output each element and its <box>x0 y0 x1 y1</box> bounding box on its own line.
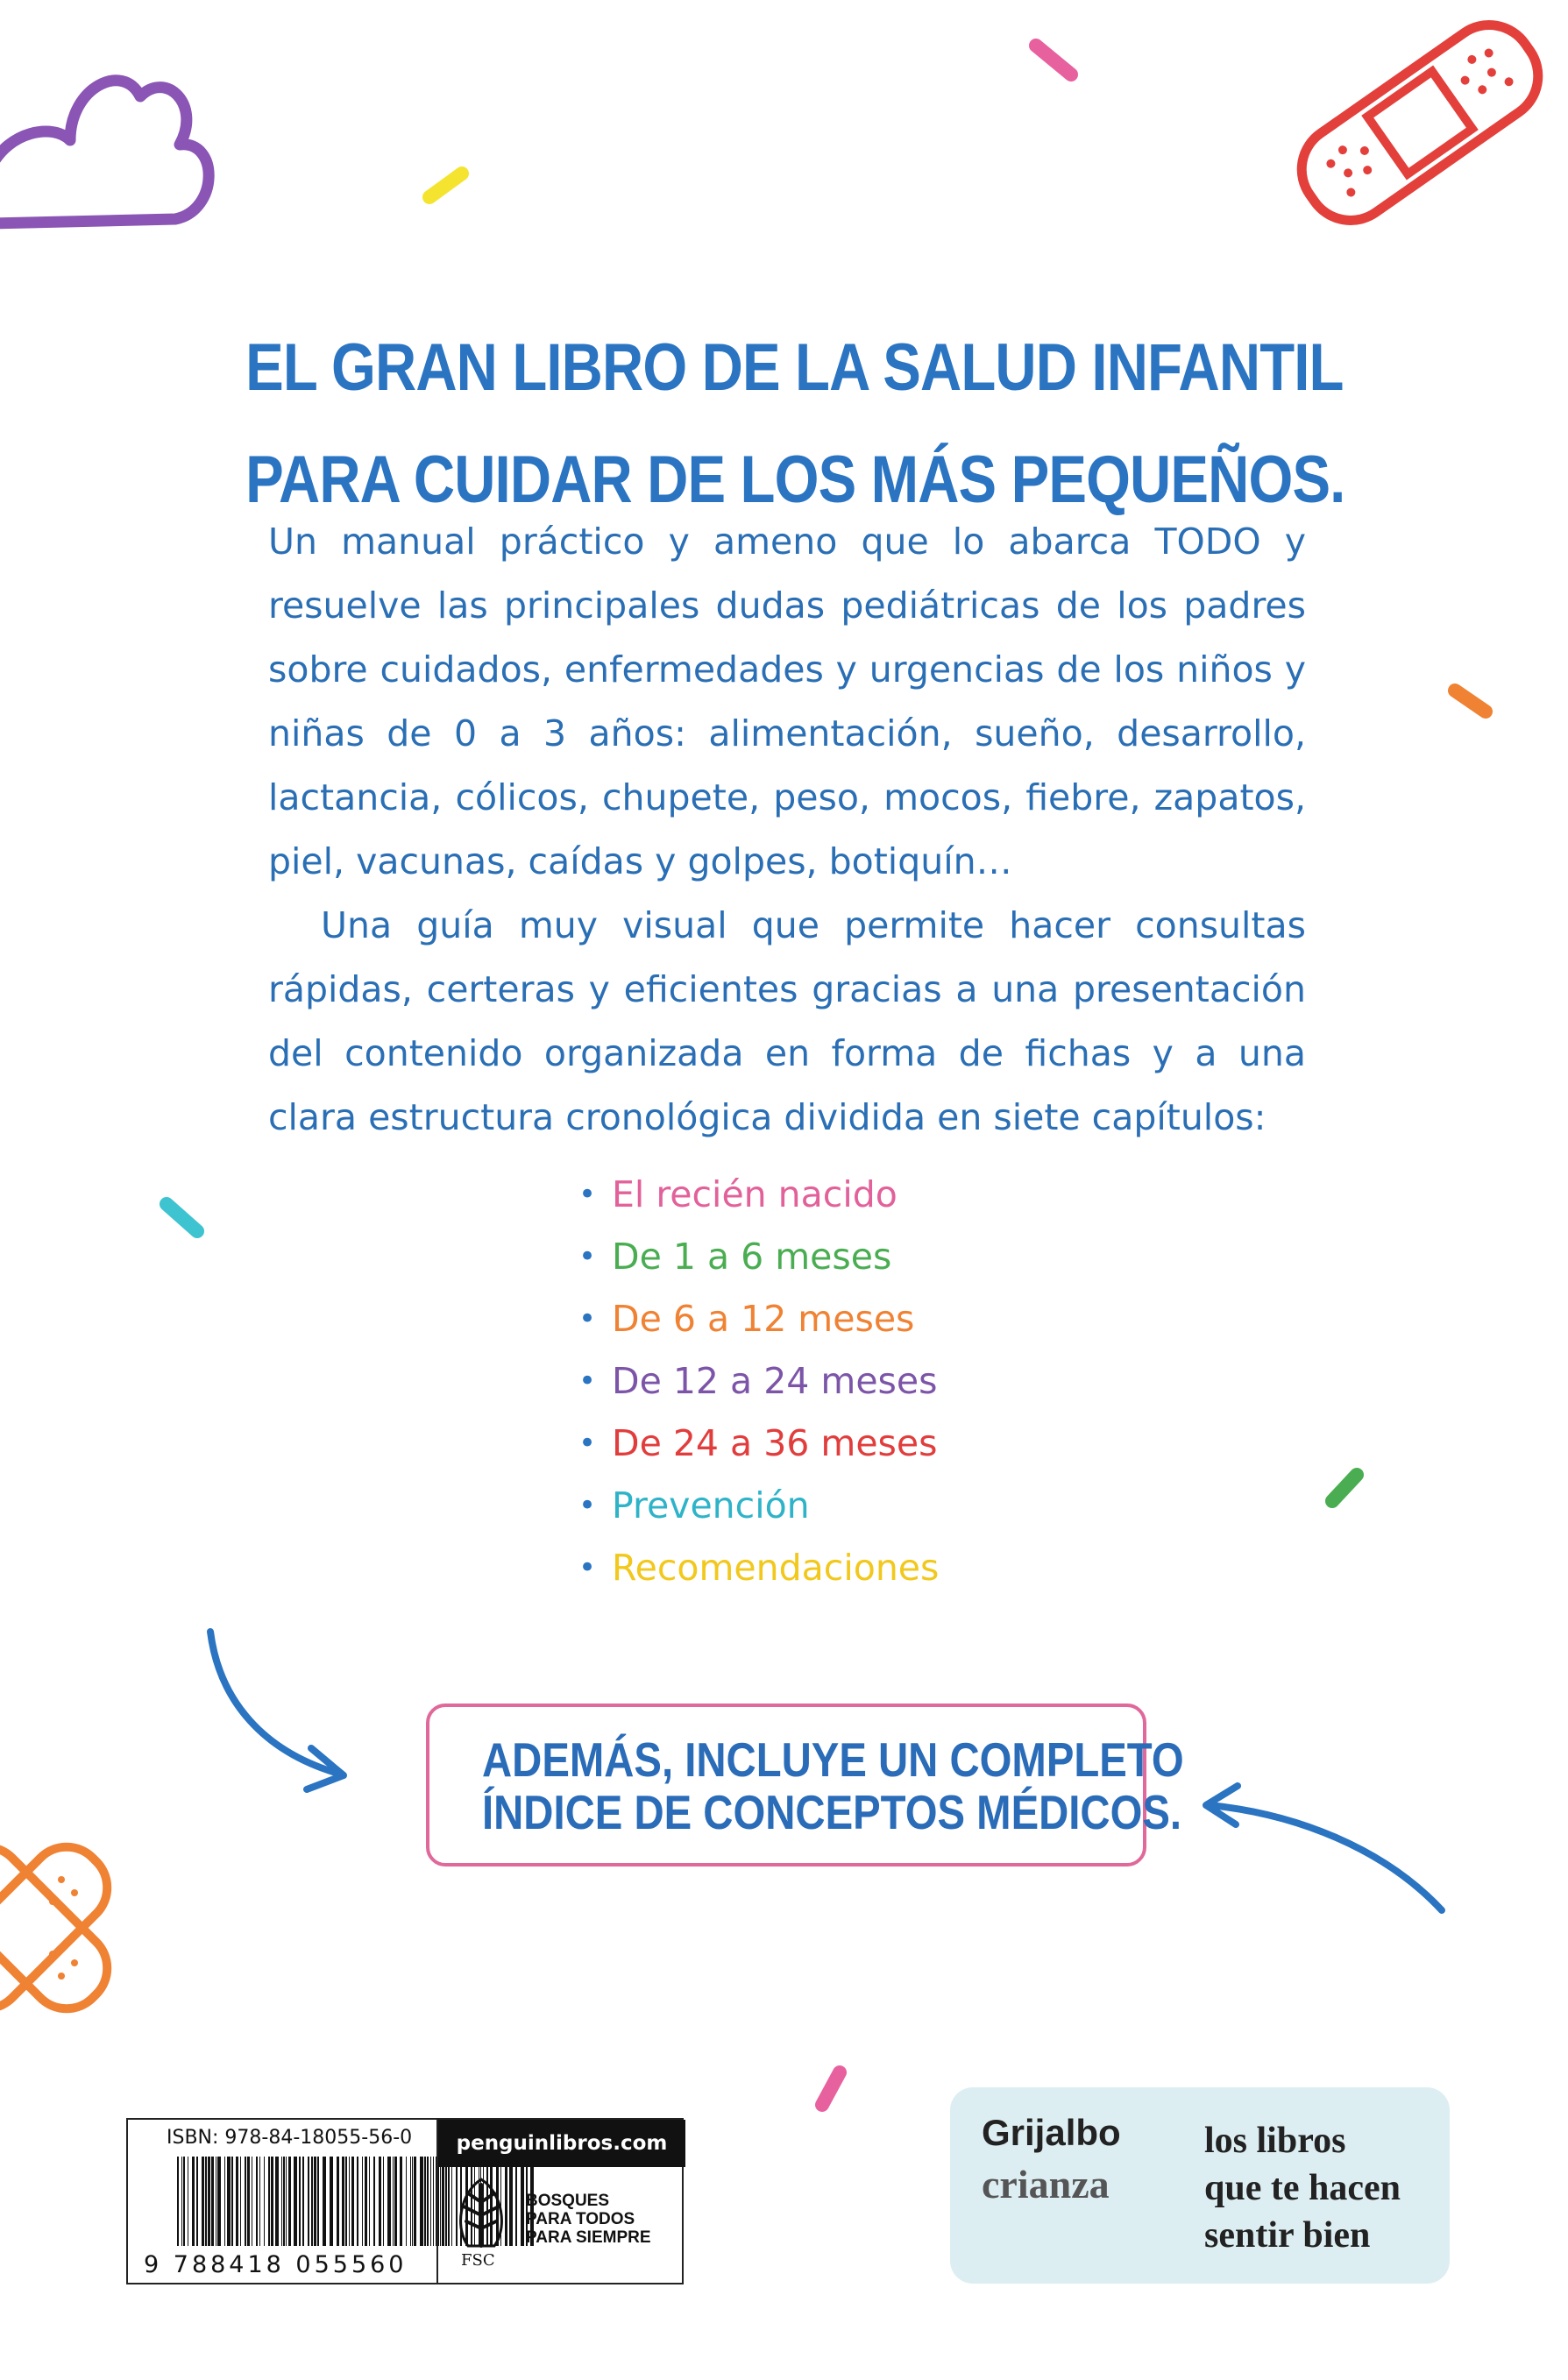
fsc-line-3: PARA SIEMPRE <box>526 2228 651 2247</box>
headline <box>245 312 1345 536</box>
chapter-item: • Recomendaciones <box>578 1537 939 1599</box>
chapter-item: • El recién nacido <box>578 1164 939 1226</box>
chapter-item: • De 12 a 24 meses <box>578 1350 939 1413</box>
fsc-tree-icon <box>451 2176 512 2263</box>
tagline-line-2: que te hacen <box>1204 2168 1401 2208</box>
callout-text <box>482 1732 1184 1839</box>
confetti <box>1455 691 1486 712</box>
headline-line-1: EL GRAN LIBRO DE LA SALUD INFANTIL <box>245 330 1344 405</box>
publisher-name: Grijalbo <box>982 2112 1121 2153</box>
isbn-label: ISBN: 978-84-18055-56-0 <box>167 2127 413 2149</box>
publisher-imprint: crianza <box>982 2162 1110 2206</box>
chapter-item: • De 24 a 36 meses <box>578 1413 939 1475</box>
confetti <box>822 2072 840 2105</box>
description-paragraph-1: Un manual práctico y ameno que lo abarca TODO y resuelve las principales dudas pediátricas de los padres sobre cuidados, enfermedades y urgencias de los niños y niñas de 0 a 3 años: alimentación, sueño, desarrollo, lactancia, cólicos, chupete, peso, mocos, fiebre, zapatos, piel, vacunas, caídas y golpes, botiquín… <box>268 521 1306 882</box>
callout-box <box>426 1704 1184 1866</box>
confetti <box>167 1204 197 1231</box>
cloud-doodle <box>0 81 209 223</box>
orange-bandage-doodle <box>0 1831 123 2023</box>
barcode-right-column <box>436 2120 685 2283</box>
chapter-list <box>578 1164 939 1599</box>
callout-line-2: ÍNDICE DE CONCEPTOS MÉDICOS. <box>482 1785 1182 1839</box>
arrow-doodle-right <box>1210 1805 1442 1910</box>
barcode-block <box>126 2118 684 2284</box>
chapter-item: • De 6 a 12 meses <box>578 1288 939 1350</box>
red-bandage-doodle <box>1285 8 1556 237</box>
confetti <box>429 174 462 197</box>
fsc-slogan <box>526 2192 684 2247</box>
fsc-line-1: BOSQUES <box>526 2192 610 2210</box>
description <box>268 510 1306 1150</box>
publisher-block <box>950 2087 1450 2284</box>
publisher-tagline <box>1204 2117 1401 2259</box>
tagline-line-3: sentir bien <box>1204 2215 1371 2256</box>
fsc-label: FSC <box>461 2251 495 2270</box>
headline-line-2: PARA CUIDAR DE LOS MÁS PEQUEÑOS. <box>245 443 1345 517</box>
chapter-item: • De 1 a 6 meses <box>578 1226 939 1288</box>
confetti <box>1036 46 1071 74</box>
fsc-line-2: PARA TODOS <box>526 2210 635 2228</box>
confetti <box>1332 1475 1357 1501</box>
description-paragraph-2: Una guía muy visual que permite hacer consultas rápidas, certeras y eficientes gracias a una presentación del contenido organizada en forma de fichas y a una clara estructura cronológica dividida en siete capítulos: <box>268 904 1306 1138</box>
barcode-digits: 9 788418 055560 <box>144 2251 408 2278</box>
callout-line-1: ADEMÁS, INCLUYE UN COMPLETO <box>482 1732 1184 1787</box>
tagline-line-1: los libros <box>1204 2121 1346 2161</box>
website-label: penguinlibros.com <box>438 2120 685 2167</box>
chapter-item: • Prevención <box>578 1475 939 1537</box>
